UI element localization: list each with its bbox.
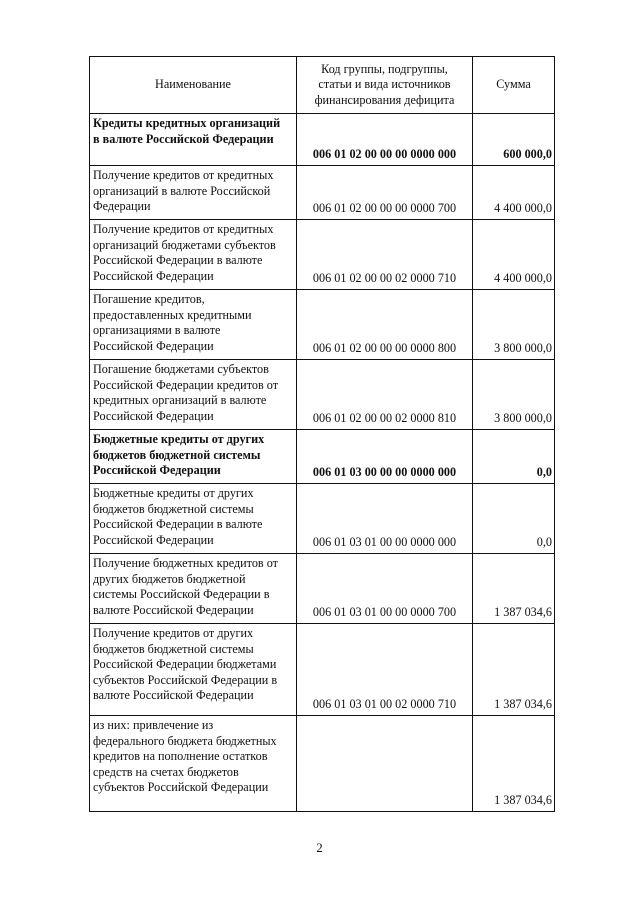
- cell-code: 006 01 02 00 00 02 0000 710: [297, 220, 473, 290]
- table-row: [90, 114, 555, 166]
- cell-sum: 4 400 000,0: [473, 220, 555, 290]
- cell-code: 006 01 02 00 00 00 0000 000: [297, 114, 473, 166]
- row-name-text: Погашение кредитов, предоставленных кредитными организациями в валюте Российской Федерации: [93, 292, 252, 353]
- cell-name: [90, 554, 297, 624]
- cell-name: [90, 430, 297, 484]
- header-code: Код группы, подгруппы, статьи и вида источников финансирования дефицита: [297, 57, 473, 114]
- cell-code: 006 01 02 00 00 00 0000 800: [297, 290, 473, 360]
- row-name-text: из них: привлечение из федерального бюджета бюджетных кредитов на пополнение остатков средств на счетах бюджетов субъектов Российской Федерации: [93, 718, 277, 795]
- cell-sum: 0,0: [473, 484, 555, 554]
- table-row: [90, 430, 555, 484]
- row-name-text: Получение бюджетных кредитов от других бюджетов бюджетной системы Российской Федерации в валюте Российской Федерации: [93, 556, 278, 617]
- financing-sources-table: [89, 56, 555, 812]
- table-row: [90, 554, 555, 624]
- table-row: [90, 360, 555, 430]
- cell-name: [90, 290, 297, 360]
- row-name-text: Бюджетные кредиты от других бюджетов бюджетной системы Российской Федерации: [93, 432, 265, 478]
- table-row: [90, 624, 555, 716]
- cell-sum: 600 000,0: [473, 114, 555, 166]
- table-row: [90, 220, 555, 290]
- table-row: [90, 716, 555, 812]
- table-row: [90, 484, 555, 554]
- cell-name: [90, 166, 297, 220]
- row-name-text: Погашение бюджетами субъектов Российской Федерации кредитов от кредитных организаций в валюте Российской Федерации: [93, 362, 279, 423]
- cell-name: [90, 220, 297, 290]
- row-name-text: Получение кредитов от кредитных организаций в валюте Российской Федерации: [93, 168, 274, 214]
- cell-sum: 3 800 000,0: [473, 360, 555, 430]
- cell-code: 006 01 03 01 00 00 0000 000: [297, 484, 473, 554]
- cell-code: 006 01 03 01 00 00 0000 700: [297, 554, 473, 624]
- page-number: 2: [316, 840, 323, 855]
- cell-sum: 3 800 000,0: [473, 290, 555, 360]
- cell-name: [90, 484, 297, 554]
- cell-sum: 1 387 034,6: [473, 554, 555, 624]
- header-sum: Сумма: [473, 57, 555, 114]
- cell-code: 006 01 02 00 00 00 0000 700: [297, 166, 473, 220]
- cell-code: 006 01 03 01 00 02 0000 710: [297, 624, 473, 716]
- cell-sum: 4 400 000,0: [473, 166, 555, 220]
- table-row: [90, 166, 555, 220]
- header-name: Наименование: [90, 57, 297, 114]
- cell-sum: 1 387 034,6: [473, 716, 555, 812]
- cell-name: [90, 624, 297, 716]
- cell-sum: 1 387 034,6: [473, 624, 555, 716]
- row-name-text: Бюджетные кредиты от других бюджетов бюджетной системы Российской Федерации в валюте Российской Федерации: [93, 486, 263, 547]
- row-name-text: Кредиты кредитных организаций в валюте Российской Федерации: [93, 116, 281, 146]
- table-header-row: [90, 57, 555, 114]
- cell-sum: 0,0: [473, 430, 555, 484]
- cell-code: 006 01 03 00 00 00 0000 000: [297, 430, 473, 484]
- cell-name: [90, 716, 297, 812]
- cell-name: [90, 360, 297, 430]
- row-name-text: Получение кредитов от кредитных организаций бюджетами субъектов Российской Федерации в валюте Российской Федерации: [93, 222, 276, 283]
- cell-code: [297, 716, 473, 812]
- cell-code: 006 01 02 00 00 02 0000 810: [297, 360, 473, 430]
- table-row: [90, 290, 555, 360]
- row-name-text: Получение кредитов от других бюджетов бюджетной системы Российской Федерации бюджетами субъектов Российской Федерации в валюте Российской Федерации: [93, 626, 278, 703]
- cell-name: [90, 114, 297, 166]
